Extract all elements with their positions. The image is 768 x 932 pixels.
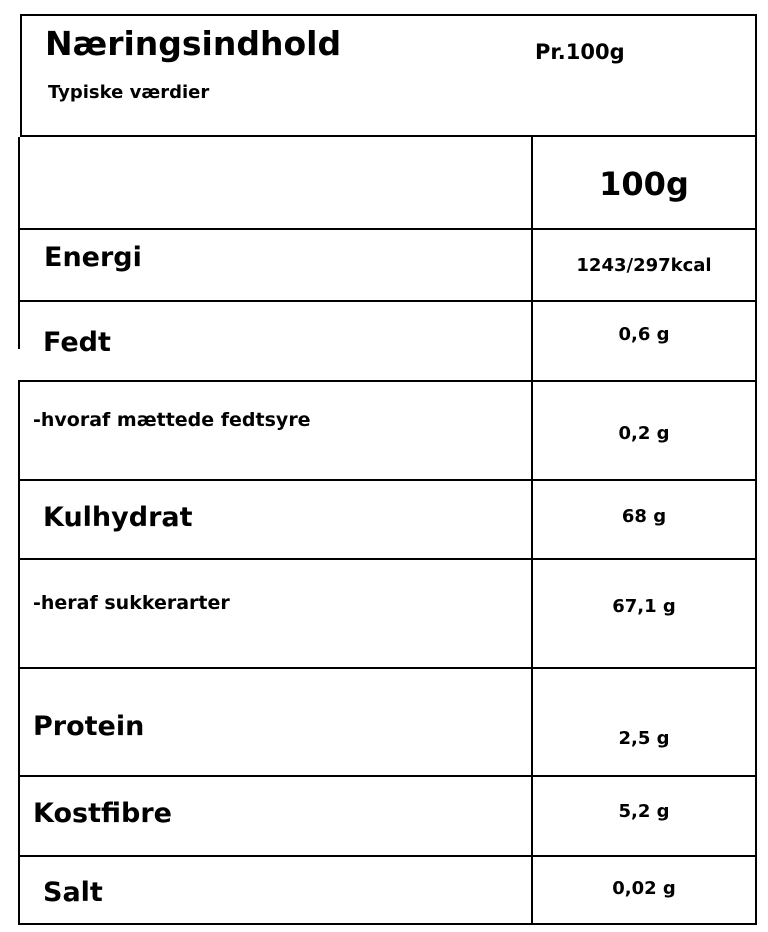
- table-left-border-lower: [18, 380, 20, 925]
- row-value-kostfibre: 5,2 g: [618, 801, 670, 822]
- row-label-sukkerarter: -heraf sukkerarter: [33, 592, 230, 614]
- header-left-border: [20, 14, 22, 136]
- row-label-fedt: Fedt: [43, 327, 111, 358]
- row-separator: [18, 667, 757, 669]
- row-value-kulhydrat: 68 g: [621, 506, 667, 527]
- row-separator: [18, 380, 757, 382]
- row-value-salt: 0,02 g: [612, 878, 676, 899]
- subtitle: Typiske værdier: [48, 82, 210, 103]
- row-separator: [18, 855, 757, 857]
- header-bottom-border: [20, 135, 757, 137]
- row-separator: [18, 228, 757, 230]
- row-separator: [18, 300, 757, 302]
- row-label-maettede: -hvoraf mættede fedtsyre: [33, 409, 311, 431]
- table-bottom-border: [18, 923, 757, 925]
- row-label-energi: Energi: [44, 242, 142, 273]
- row-separator: [18, 479, 757, 481]
- row-value-energi: 1243/297kcal: [576, 255, 712, 276]
- column-header: 100g: [599, 165, 689, 203]
- row-label-salt: Salt: [43, 877, 103, 908]
- per-100g-label: Pr.100g: [535, 40, 625, 64]
- row-label-kulhydrat: Kulhydrat: [43, 502, 193, 533]
- row-value-protein: 2,5 g: [618, 728, 670, 749]
- row-separator: [18, 775, 755, 777]
- row-label-protein: Protein: [33, 711, 145, 742]
- row-value-fedt: 0,6 g: [618, 324, 670, 345]
- row-separator: [18, 558, 757, 560]
- table-left-border: [18, 137, 20, 349]
- header-top-border: [20, 14, 757, 16]
- header-right-border: [755, 14, 757, 138]
- row-value-maettede: 0,2 g: [618, 423, 670, 444]
- page-title: Næringsindhold: [45, 24, 342, 63]
- row-value-sukkerarter: 67,1 g: [612, 596, 676, 617]
- row-label-kostfibre: Kostfibre: [33, 798, 172, 829]
